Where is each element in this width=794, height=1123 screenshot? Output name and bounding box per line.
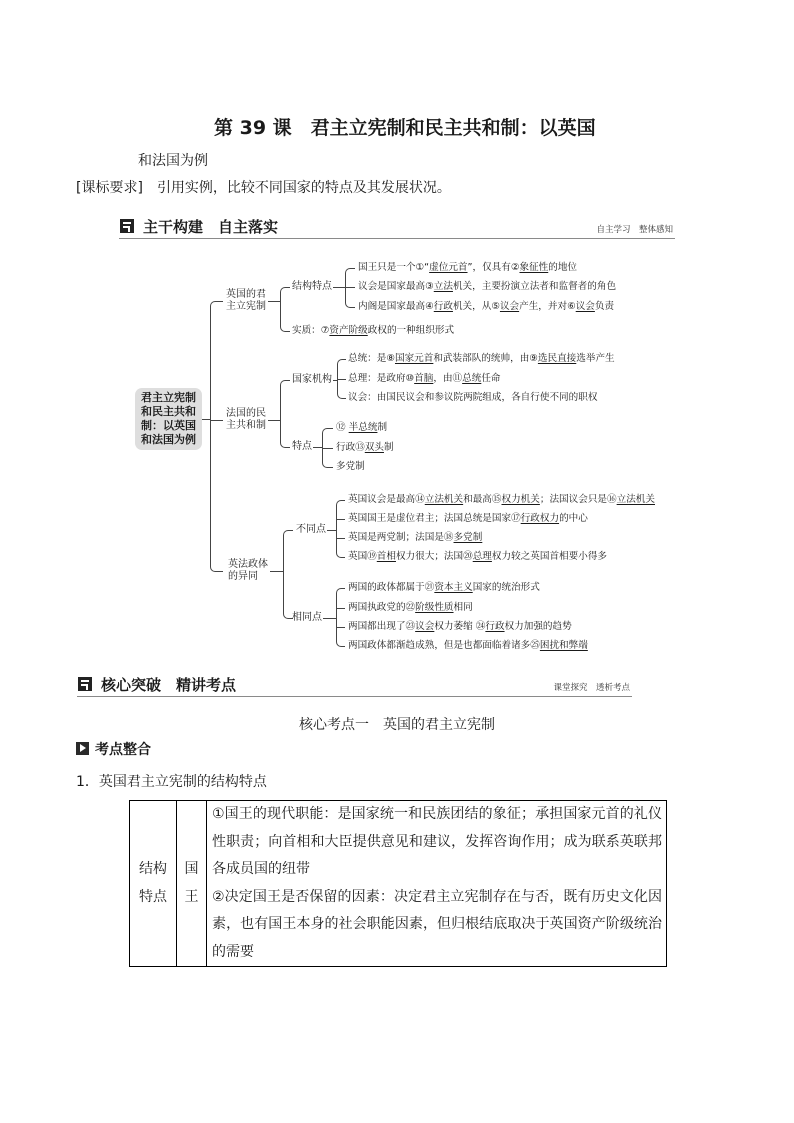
answer-blank: 资本主义	[434, 582, 473, 593]
answer-blank: 权力机关	[501, 494, 540, 505]
lesson-title	[214, 116, 596, 140]
connector-line	[337, 379, 346, 380]
map-leaf	[348, 601, 473, 615]
answer-blank: 行政	[485, 621, 505, 632]
connector-line	[327, 530, 336, 531]
structure-table	[129, 800, 667, 967]
leaf-text: ，由⑪	[433, 373, 463, 384]
map-leaf	[348, 581, 540, 595]
answer-blank: 双头	[364, 442, 384, 453]
leaf-text: 两国执政党的㉒	[348, 602, 416, 613]
branch-uk	[226, 289, 266, 313]
item-heading: 1．英国君主立宪制的结构特点	[76, 774, 267, 790]
connector-line	[336, 627, 345, 628]
leaf-text: 的地位	[548, 262, 578, 273]
leaf-text: 权力萎缩 ㉔	[434, 621, 486, 632]
map-leaf	[348, 639, 588, 653]
leaf-text: 制	[383, 442, 394, 453]
map-leaf	[348, 493, 655, 507]
leaf-text: 两国的政体都属于㉑	[348, 582, 435, 593]
branch-label-line: 的异同	[228, 571, 258, 582]
mindmap-root	[135, 388, 202, 450]
node-similarities: 相同点	[292, 612, 322, 623]
cell-line: 结构	[139, 861, 167, 877]
leaf-text: 议会是国家最高③	[358, 281, 434, 292]
answer-blank: 虚位元首	[429, 262, 468, 273]
leaf-text: 权力加强的趋势	[504, 621, 572, 632]
connector-bracket	[336, 500, 345, 558]
leaf-text: 英国是两党制；法国是⑱	[348, 532, 454, 543]
answer-blank: 选民直接	[537, 353, 577, 364]
branch-label-line: 主立宪制	[226, 301, 266, 312]
leaf-text: 国家的统治形式	[472, 582, 540, 593]
requirement-tag: [课标要求]	[76, 180, 143, 196]
map-leaf	[348, 352, 615, 366]
core-point-heading: 核心考点一 英国的君主立宪制	[299, 717, 495, 733]
node-uk-structure: 结构特点	[292, 281, 332, 292]
answer-blank: 议会	[415, 621, 435, 632]
connector-line	[323, 618, 336, 619]
cell-line: 国	[184, 861, 199, 877]
leaf-text: 和武装部队的统帅，由⑨	[433, 353, 538, 364]
answer-blank: 总理	[472, 551, 492, 562]
lesson-number: 第 39 课	[214, 117, 292, 139]
leaf-text: 两国政体都渐趋成熟，但是也都面临着诸多㉕	[348, 640, 540, 651]
answer-blank: 总统	[462, 373, 482, 384]
node-uk-essence	[292, 324, 454, 338]
leaf-text: 制	[377, 422, 388, 433]
answer-blank: 立法	[433, 281, 453, 292]
lesson-title-main: 君主立宪制和民主共和制：以英国	[310, 117, 596, 139]
map-leaf	[348, 512, 588, 526]
leaf-text: 两国都出现了㉓	[348, 621, 416, 632]
map-leaf	[348, 391, 597, 405]
section-title: 核心突破 精讲考点	[101, 676, 237, 694]
cell-line: 特点	[139, 888, 167, 905]
answer-blank: 立法机关	[616, 494, 655, 505]
connector-bracket	[283, 530, 293, 619]
branch-france	[226, 408, 266, 432]
leaf-text: 权力很大；法国⑳	[395, 551, 473, 562]
connector-line	[313, 447, 322, 448]
answer-blank: 多党制	[453, 532, 483, 543]
leaf-text: 负责	[594, 301, 615, 312]
section-subtitle: 课堂探究 透析考点	[553, 683, 630, 693]
connector-bracket	[336, 588, 345, 647]
leaf-text: 机关，从⑤	[452, 301, 500, 312]
connector-bracket	[280, 287, 290, 332]
root-line: 制：以英国	[141, 419, 196, 432]
content-paragraph: ②决定国王是否保留的因素：决定君主立宪制存在与否，既有历史文化因素，也有国王本身的社会职能因素，但归根结底取决于英国资产阶级统治的需要	[212, 888, 662, 960]
answer-blank: 困扰和弊端	[539, 640, 588, 651]
map-leaf	[358, 300, 614, 314]
connector-line	[336, 538, 345, 539]
connector-line	[210, 420, 223, 421]
answer-blank: 资产阶级	[329, 325, 368, 336]
answer-blank: 半总统	[348, 422, 378, 433]
leaf-text: 机关，主要扮演立法者和监督者的角色	[452, 281, 617, 292]
answer-blank: 阶级性质	[415, 602, 454, 613]
leaf-text: 相同	[453, 602, 473, 613]
root-line: 君主立宪制	[141, 391, 196, 404]
connector-line	[268, 420, 280, 421]
branch-compare	[228, 559, 268, 583]
map-leaf	[348, 550, 607, 564]
answer-blank: 行政	[433, 301, 453, 312]
map-leaf	[358, 280, 616, 294]
section-icon	[78, 677, 92, 691]
leaf-text: ”，仅具有②	[467, 262, 520, 273]
lesson-title-continued: 和法国为例	[138, 153, 208, 169]
connector-line	[202, 419, 210, 420]
curriculum-requirement	[76, 179, 451, 197]
map-leaf	[336, 441, 394, 455]
section-icon	[120, 219, 134, 233]
map-leaf	[348, 620, 572, 634]
leaf-text: 总理：是政府⑩	[348, 373, 415, 384]
integration-label: 考点整合	[95, 742, 151, 758]
table-row	[130, 801, 667, 967]
table-cell-category	[130, 801, 177, 967]
leaf-text: 内阁是国家最高④	[358, 301, 434, 312]
leaf-text: 选举产生	[576, 353, 615, 364]
leaf-text: 政权的一种组织形式	[367, 325, 455, 336]
answer-blank: 首相	[376, 551, 396, 562]
connector-bracket	[210, 301, 223, 572]
section-title: 主干构建 自主落实	[143, 218, 279, 236]
leaf-text: 国王只是一个①“	[358, 262, 430, 273]
leaf-text: 和最高⑮	[463, 494, 502, 505]
map-leaf	[336, 421, 387, 435]
answer-blank: 首脑	[414, 373, 434, 384]
answer-blank: 议会	[499, 301, 520, 312]
connector-line	[270, 571, 283, 572]
connector-bracket	[280, 380, 290, 448]
table-cell-subject	[177, 801, 207, 967]
connector-line	[333, 287, 345, 288]
connector-line	[336, 608, 345, 609]
branch-label-line: 英法政体	[228, 559, 268, 570]
answer-blank: 议会	[575, 301, 595, 312]
node-france-organs: 国家机构	[292, 374, 332, 385]
answer-blank: 行政权力	[520, 513, 560, 524]
map-leaf	[336, 460, 365, 474]
requirement-text: 引用实例，比较不同国家的特点及其发展状况。	[156, 180, 451, 196]
section-subtitle: 自主学习 整体感知	[596, 225, 673, 235]
root-line: 和法国为例	[141, 433, 196, 446]
map-leaf	[348, 531, 482, 545]
connector-line	[336, 519, 345, 520]
leaf-text: 产生，并对⑥	[519, 301, 576, 312]
cell-line: 王	[184, 888, 199, 905]
triangle-icon	[76, 742, 89, 755]
integration-heading	[76, 741, 151, 759]
leaf-text: 任命	[481, 373, 501, 384]
map-leaf	[358, 261, 577, 275]
connector-bracket	[345, 268, 355, 308]
leaf-text: 权力较之英国首相要小得多	[491, 551, 608, 562]
node-differences: 不同点	[296, 524, 326, 535]
leaf-text: ；法国议会只是⑯	[539, 494, 617, 505]
leaf-text: 英国议会是最高⑭	[348, 494, 425, 505]
leaf-text: ⑫	[336, 422, 349, 433]
leaf-text: 总统：是⑧	[348, 353, 395, 364]
root-line: 和民主共和	[141, 405, 196, 418]
leaf-text: 议会：由国民议会和参议院两院组成，各自行使不同的职权	[348, 392, 598, 403]
connector-line	[322, 448, 333, 449]
leaf-text: 行政⑬	[336, 442, 365, 453]
leaf-text: 多党制	[336, 461, 365, 472]
answer-blank: 国家元首	[394, 353, 434, 364]
table-cell-content	[207, 801, 667, 967]
node-france-features: 特点	[292, 441, 312, 452]
branch-label-line: 英国的君	[226, 289, 266, 300]
section-header-core	[77, 674, 632, 697]
leaf-text: 的中心	[559, 513, 588, 524]
leaf-text: 实质：⑦	[292, 325, 330, 336]
section-header-framework	[119, 216, 675, 239]
map-leaf	[348, 372, 501, 386]
leaf-text: 英国⑲	[348, 551, 377, 562]
connector-line	[268, 301, 280, 302]
answer-blank: 象征性	[519, 262, 549, 273]
connector-line	[345, 287, 355, 288]
content-paragraph: ①国王的现代职能：是国家统一和民族团结的象征；承担国家元首的礼仪性职责；向首相和大臣提供意见和建议，发挥咨询作用；成为联系英联邦各成员国的纽带	[212, 806, 662, 877]
branch-label-line: 法国的民	[226, 408, 266, 419]
leaf-text: 英国国王是虚位君主；法国总统是国家⑰	[348, 513, 521, 524]
branch-label-line: 主共和制	[226, 420, 266, 431]
answer-blank: 立法机关	[424, 494, 464, 505]
